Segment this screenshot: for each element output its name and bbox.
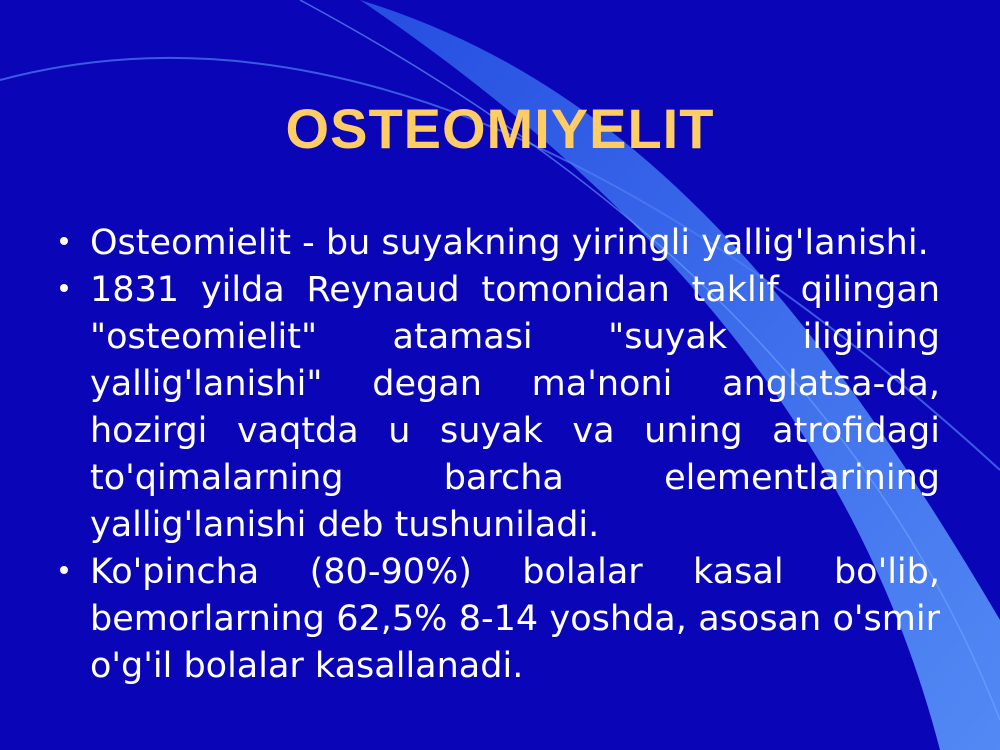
bullet-dot-icon: [60, 566, 68, 574]
bullet-list: [60, 220, 940, 690]
bullet-text: Ko'pincha (80-90%) bolalar kasal bo'lib, bemorlarning 62,5% 8-14 yoshda, asosan o'smir o'g'il bolalar kasallanadi.: [90, 552, 940, 686]
bullet-item: [60, 220, 940, 267]
bullet-text: Osteomielit - bu suyakning yiringli yallig'lanishi.: [90, 223, 929, 263]
slide-title: OSTEOMIYELIT: [285, 97, 715, 160]
bullet-dot-icon: [60, 237, 68, 245]
bullet-text: 1831 yilda Reynaud tomonidan taklif qilingan "osteomielit" atamasi "suyak iligining yallig'lanishi" degan ma'noni anglatsa-da, hozirgi vaqtda u suyak va uning atrofidagi to'qimalarning barcha elementlarining yallig'lanishi deb tushuniladi.: [90, 270, 940, 545]
bullet-item: [60, 267, 940, 549]
bullet-item: [60, 549, 940, 690]
bullet-dot-icon: [60, 284, 68, 292]
